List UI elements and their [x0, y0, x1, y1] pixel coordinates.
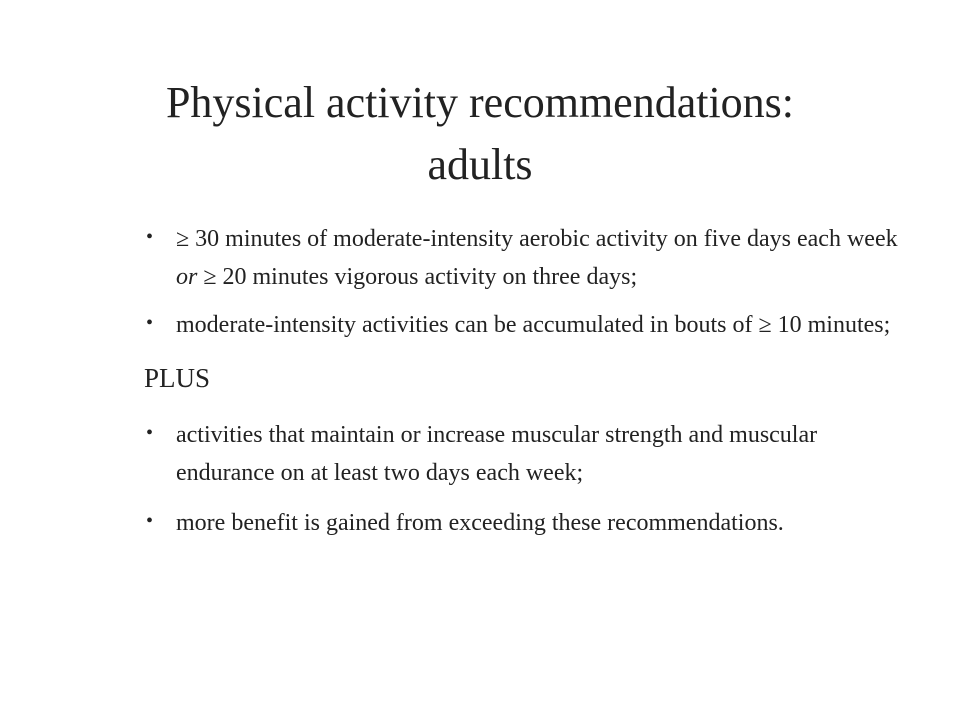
bullet-item-accumulated	[144, 306, 904, 344]
title-line-1: Physical activity recommendations:	[165, 78, 795, 127]
bullet-text: more benefit is gained from exceeding these recommendations.	[176, 510, 784, 536]
or-emphasis: or	[176, 264, 198, 290]
bullet-text: 10 minutes;	[771, 312, 891, 338]
plus-label: PLUS	[144, 363, 211, 393]
bullet-item-aerobic	[144, 220, 904, 296]
bullet-text: 30 minutes of moderate-intensity aerobic activity on five days each week	[189, 226, 898, 252]
bullet-dot-icon: •	[146, 422, 154, 444]
ge-symbol: ≥	[758, 312, 772, 338]
bullet-dot-icon: •	[146, 312, 154, 334]
slide-title	[60, 72, 900, 196]
ge-symbol: ≥	[176, 226, 190, 252]
bullet-dot-icon: •	[146, 510, 154, 532]
bullet-dot-icon: •	[146, 226, 154, 248]
bullet-list	[144, 220, 904, 542]
bullet-item-benefit	[144, 504, 904, 542]
ge-symbol: ≥	[203, 264, 217, 290]
bullet-text: activities that maintain or increase muscular strength and muscular endurance on at least two days each week;	[176, 422, 818, 486]
bullet-item-strength	[144, 416, 904, 492]
title-line-2: adults	[427, 140, 533, 189]
bullet-text: 20 minutes vigorous activity on three days;	[216, 264, 638, 290]
bullet-text: moderate-intensity activities can be accumulated in bouts of	[176, 312, 759, 338]
